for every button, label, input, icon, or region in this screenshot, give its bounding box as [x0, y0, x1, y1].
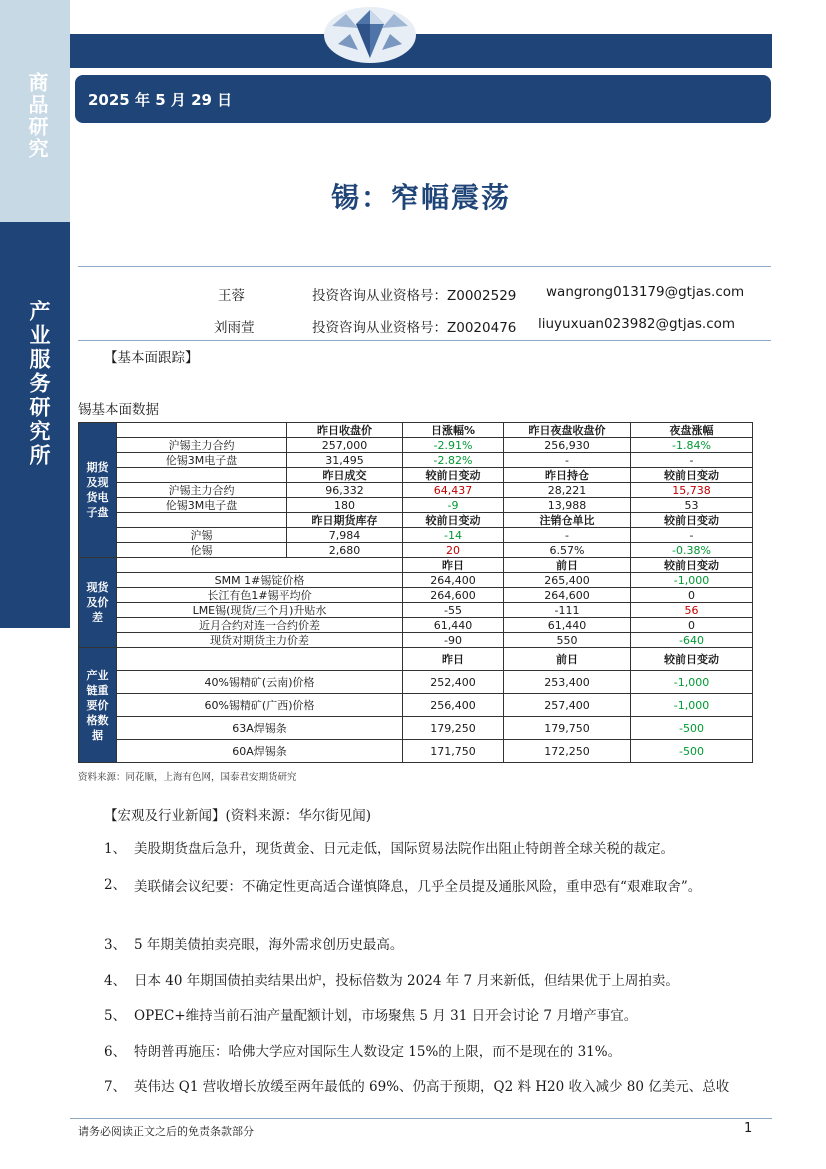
- table-cell: 28,221: [504, 483, 631, 498]
- group-label: 现货及价差: [79, 558, 117, 648]
- table-cell: 61,440: [504, 618, 631, 633]
- table-cell: 265,400: [504, 573, 631, 588]
- table-cell: -2.91%: [403, 438, 504, 453]
- report-date: 2025 年 5 月 29 日: [88, 91, 233, 109]
- table-cell: 96,332: [287, 483, 403, 498]
- table-cell: SMM 1#锡锭价格: [117, 573, 403, 588]
- table-cell: -1,000: [631, 671, 753, 694]
- table-cell: 20: [403, 543, 504, 558]
- table-row: [79, 483, 753, 498]
- table-row: [79, 528, 753, 543]
- table-cell: 现货对期货主力价差: [117, 633, 403, 648]
- table-cell: 长江有色1#锡平均价: [117, 588, 403, 603]
- table-cell: -111: [504, 603, 631, 618]
- author-divider: [78, 340, 771, 341]
- table-cell: 沪锡主力合约: [117, 438, 287, 453]
- table-cell: -500: [631, 740, 753, 763]
- author-email[interactable]: liuyuxuan023982@gtjas.com: [538, 316, 736, 332]
- table-row: [79, 573, 753, 588]
- table-cell: 近月合约对连一合约价差: [117, 618, 403, 633]
- table-cell: -1,000: [631, 573, 753, 588]
- table-row: [79, 543, 753, 558]
- table-cell: 0: [631, 618, 753, 633]
- table-row: [79, 633, 753, 648]
- table-cell: 较前日变动: [403, 468, 504, 483]
- table-cell: [117, 513, 287, 528]
- table-cell: -500: [631, 717, 753, 740]
- table-cell: -: [631, 453, 753, 468]
- table-cell: -: [631, 528, 753, 543]
- table-cell: 60A焊锡条: [117, 740, 403, 763]
- table-cell: 伦锡3M电子盘: [117, 498, 287, 513]
- table-cell: 0: [631, 588, 753, 603]
- table-cell: -: [504, 528, 631, 543]
- footer-divider: [70, 1118, 772, 1119]
- table-cell: 257,400: [504, 694, 631, 717]
- group-label: 期货及现货电子盘: [79, 423, 117, 558]
- table-row: [79, 558, 753, 573]
- table-row: [79, 618, 753, 633]
- table-cell: 昨日收盘价: [287, 423, 403, 438]
- table-row: [79, 423, 753, 438]
- table-cell: 7,984: [287, 528, 403, 543]
- table-cell: 15,738: [631, 483, 753, 498]
- table-cell: 昨日持仓: [504, 468, 631, 483]
- date-banner: [75, 75, 771, 123]
- page-number: 1: [744, 1121, 753, 1136]
- table-row: [79, 468, 753, 483]
- table-cell: 昨日: [403, 558, 504, 573]
- table-cell: -1.84%: [631, 438, 753, 453]
- table-cell: 56: [631, 603, 753, 618]
- author-name: 刘雨萱: [214, 320, 255, 336]
- table-row: [79, 648, 753, 671]
- table-cell: 550: [504, 633, 631, 648]
- table-cell: 夜盘涨幅: [631, 423, 753, 438]
- table-cell: -: [504, 453, 631, 468]
- table-row: [79, 694, 753, 717]
- table-cell: 较前日变动: [403, 513, 504, 528]
- sidebar-bottom-label: 产业服务研究所: [27, 300, 52, 468]
- table-cell: LME锡(现货/三个月)升贴水: [117, 603, 403, 618]
- fundamentals-table: [78, 422, 753, 763]
- table-cell: 257,000: [287, 438, 403, 453]
- diamond-logo-icon: [322, 4, 418, 66]
- table-cell: 253,400: [504, 671, 631, 694]
- table-cell: 较前日变动: [631, 513, 753, 528]
- table-cell: 256,930: [504, 438, 631, 453]
- table-cell: 前日: [504, 648, 631, 671]
- table-cell: 264,600: [504, 588, 631, 603]
- table-cell: -9: [403, 498, 504, 513]
- sidebar-top-label: 商品研究: [25, 72, 49, 160]
- table-cell: 伦锡: [117, 543, 287, 558]
- section-heading-fundamentals: 【基本面跟踪】: [104, 350, 199, 366]
- table-row: [79, 453, 753, 468]
- author-license: 投资咨询从业资格号：Z0020476: [312, 320, 517, 336]
- table-cell: [117, 423, 287, 438]
- page-title: 锡：窄幅震荡: [330, 181, 511, 214]
- table-cell: 179,250: [403, 717, 504, 740]
- table-cell: [117, 468, 287, 483]
- table-cell: 252,400: [403, 671, 504, 694]
- table-cell: 较前日变动: [631, 648, 753, 671]
- author-name: 王蓉: [218, 288, 245, 304]
- table-cell: [117, 648, 403, 671]
- table-row: [79, 498, 753, 513]
- table-cell: 注销仓单比: [504, 513, 631, 528]
- author-license: 投资咨询从业资格号：Z0002529: [312, 288, 517, 304]
- table-cell: 53: [631, 498, 753, 513]
- table-cell: -14: [403, 528, 504, 543]
- table-title: 锡基本面数据: [78, 402, 159, 418]
- table-cell: -640: [631, 633, 753, 648]
- table-cell: 日涨幅%: [403, 423, 504, 438]
- table-cell: [117, 558, 403, 573]
- table-row: [79, 588, 753, 603]
- table-cell: 63A焊锡条: [117, 717, 403, 740]
- table-cell: 61,440: [403, 618, 504, 633]
- table-row: [79, 603, 753, 618]
- table-row: [79, 717, 753, 740]
- table-cell: 昨日夜盘收盘价: [504, 423, 631, 438]
- table-row: [79, 671, 753, 694]
- table-cell: 6.57%: [504, 543, 631, 558]
- table-cell: 172,250: [504, 740, 631, 763]
- table-cell: 2,680: [287, 543, 403, 558]
- table-row: [79, 513, 753, 528]
- table-cell: 较前日变动: [631, 468, 753, 483]
- table-cell: 256,400: [403, 694, 504, 717]
- table-cell: -90: [403, 633, 504, 648]
- table-cell: 60%锡精矿(广西)价格: [117, 694, 403, 717]
- table-cell: -0.38%: [631, 543, 753, 558]
- table-cell: 31,495: [287, 453, 403, 468]
- table-source: 资料来源：同花顺，上海有色网，国泰君安期货研究: [78, 772, 297, 783]
- table-cell: 13,988: [504, 498, 631, 513]
- table-cell: 昨日期货库存: [287, 513, 403, 528]
- table-row: [79, 740, 753, 763]
- table-cell: 264,600: [403, 588, 504, 603]
- table-cell: 64,437: [403, 483, 504, 498]
- group-label: 产业链重要价格数据: [79, 648, 117, 763]
- table-cell: -55: [403, 603, 504, 618]
- table-cell: 171,750: [403, 740, 504, 763]
- table-cell: 264,400: [403, 573, 504, 588]
- table-cell: 昨日成交: [287, 468, 403, 483]
- table-cell: 前日: [504, 558, 631, 573]
- table-cell: 179,750: [504, 717, 631, 740]
- table-cell: 较前日变动: [631, 558, 753, 573]
- table-cell: 180: [287, 498, 403, 513]
- title-divider: [78, 266, 771, 267]
- table-cell: -1,000: [631, 694, 753, 717]
- table-cell: 伦锡3M电子盘: [117, 453, 287, 468]
- table-cell: 40%锡精矿(云南)价格: [117, 671, 403, 694]
- table-row: [79, 438, 753, 453]
- section-heading-news: 【宏观及行业新闻】(资料来源：华尔街见闻): [104, 808, 372, 824]
- table-cell: -2.82%: [403, 453, 504, 468]
- table-cell: 沪锡主力合约: [117, 483, 287, 498]
- disclaimer-note: 请务必阅读正文之后的免责条款部分: [78, 1125, 254, 1138]
- table-cell: 沪锡: [117, 528, 287, 543]
- table-cell: 昨日: [403, 648, 504, 671]
- author-email[interactable]: wangrong013179@gtjas.com: [546, 284, 745, 300]
- header-bar: [70, 34, 772, 68]
